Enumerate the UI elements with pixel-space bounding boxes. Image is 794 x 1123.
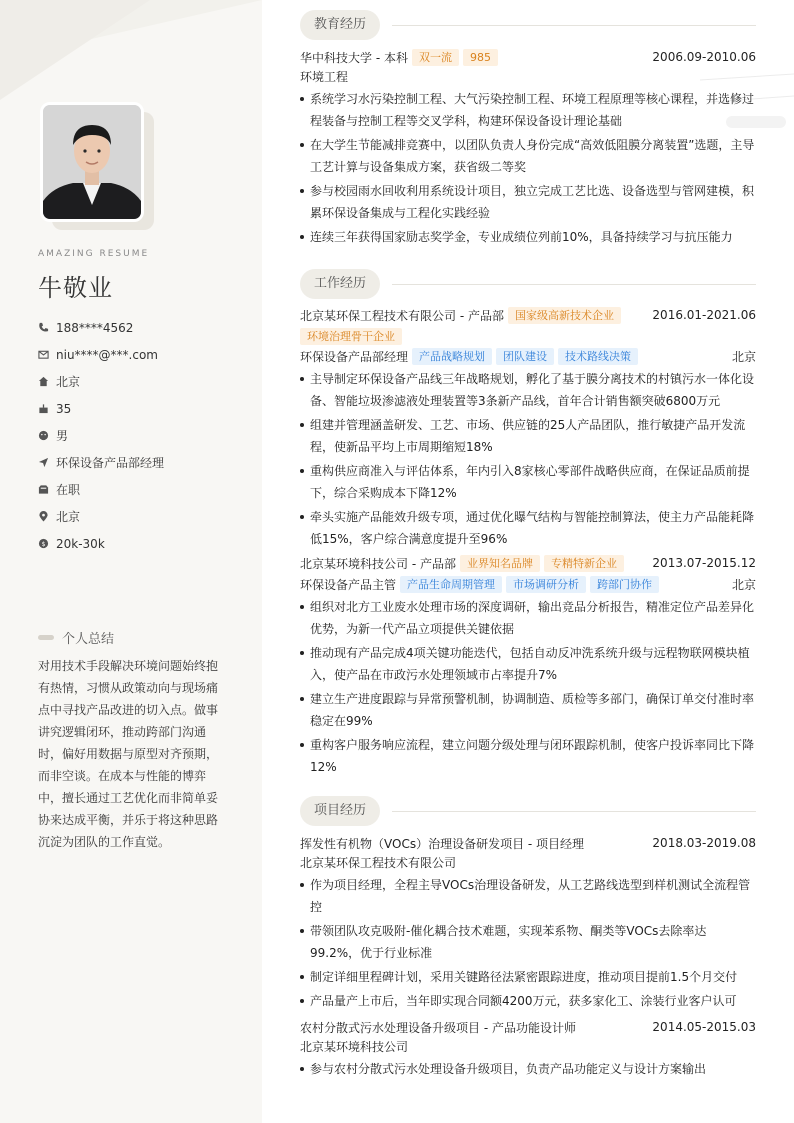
project-entry-2: [300, 1016, 756, 1080]
education-header-row: [300, 46, 756, 68]
send-icon: [38, 457, 56, 468]
location-pin-icon: [38, 511, 56, 522]
section-title: 教育经历: [300, 10, 380, 40]
info-phone: [38, 314, 248, 341]
mail-icon: [38, 349, 56, 360]
position-group: [300, 348, 638, 365]
info-text: niu****@***.com: [56, 347, 158, 362]
summary-bar-decoration: [38, 635, 54, 640]
cake-icon: [38, 403, 56, 414]
avatar-photo: [40, 102, 144, 222]
list-item: 推动现有产品完成4项关键功能迭代，包括自动反冲洗系统升级与远程物联网模块植入，使产品在市政污水处理领域市占率提升7%: [300, 642, 756, 686]
company-tag: 专精特新企业: [544, 555, 624, 572]
position-row: [300, 574, 756, 594]
section-divider: [392, 25, 756, 26]
project-bullets: [300, 874, 756, 1012]
work-header-row: [300, 552, 756, 574]
work-date: 2013.07-2015.12: [652, 556, 756, 570]
school-tag: 双一流: [412, 49, 459, 66]
avatar: [40, 102, 154, 230]
company-name: 北京某环境科技公司 - 产品部: [300, 556, 456, 571]
list-item: 参与农村分散式污水处理设备升级项目，负责产品功能定义与设计方案输出: [300, 1058, 756, 1080]
project-section-header: [300, 796, 756, 826]
section-divider: [392, 284, 756, 285]
position-title: 环保设备产品部经理: [300, 349, 409, 364]
summary-text: 对用技术手段解决环境问题始终抱有热情，习惯从政策动向与现场痛点中寻找产品改进的切入点。做事讲究逻辑闭环，推动跨部门沟通时，偏好用数据与原型对齐预期，而非空谈。在成本与性能的博弈中，擅长通过工艺优化而非简单妥协来达成平衡，并乐于将这种思路沉淀为团队的工作直觉。: [38, 659, 219, 849]
info-text: 188****4562: [56, 320, 134, 335]
education-date: 2006.09-2010.06: [652, 50, 756, 64]
list-item: 参与校园雨水回收利用系统设计项目，独立完成工艺比选、设备选型与管网建模，积累环保设备集成与工程化实践经验: [300, 180, 756, 224]
work-section-header: [300, 269, 756, 299]
education-bullets: [300, 88, 756, 248]
project-org: 北京某环保工程技术有限公司: [300, 856, 457, 870]
summary-header: [38, 628, 114, 647]
project-header-row: [300, 1016, 756, 1038]
skill-tag: 市场调研分析: [506, 576, 586, 593]
work-header-row: [300, 304, 756, 326]
info-gender: [38, 422, 248, 449]
skill-tag: 产品战略规划: [412, 348, 492, 365]
info-text: 在职: [56, 483, 81, 497]
position-title: 环保设备产品主管: [300, 577, 397, 592]
person-name: 牛敬业: [38, 274, 113, 302]
work-city: 北京: [731, 577, 756, 592]
svg-text:$: $: [41, 539, 46, 548]
list-item: 建立生产进度跟踪与异常预警机制，协调制造、质检等多部门，确保订单交付准时率稳定在99%: [300, 688, 756, 732]
position-group: [300, 576, 659, 593]
corner-decoration-inner: [0, 0, 150, 100]
position-row: [300, 346, 756, 366]
work-bullets: [300, 596, 756, 778]
major: 环境工程: [300, 70, 349, 84]
skill-tag: 技术路线决策: [558, 348, 638, 365]
summary-title: 个人总结: [62, 632, 115, 647]
project-bullets: [300, 1058, 756, 1080]
work-city: 北京: [731, 349, 756, 364]
info-email: [38, 341, 248, 368]
list-item: 主导制定环保设备产品线三年战略规划，孵化了基于膜分离技术的村镇污水一体化设备、智能垃圾渗滤液处理装置等3条新产品线，首年合计销售额突破6800万元: [300, 368, 756, 412]
project-date: 2014.05-2015.03: [652, 1020, 756, 1034]
info-text: 环保设备产品部经理: [56, 456, 165, 470]
sidebar: [0, 0, 262, 1123]
info-text: 北京: [56, 510, 81, 524]
work-title-group: [300, 555, 624, 572]
school-tag: 985: [463, 49, 498, 66]
info-text: 20k-30k: [56, 536, 105, 551]
skill-tag: 团队建设: [496, 348, 554, 365]
gender-icon: [38, 430, 56, 441]
project-header-row: [300, 832, 756, 854]
company-tag: 环境治理骨干企业: [300, 328, 402, 345]
company-tag-row: [300, 326, 756, 346]
company-tag: 国家级高新技术企业: [508, 307, 621, 324]
list-item: 牵头实施产品能效升级专项，通过优化曝气结构与智能控制算法，使主力产品能耗降低15%，客户综合满意度提升至96%: [300, 506, 756, 550]
section-divider: [392, 811, 756, 812]
info-status: [38, 476, 248, 503]
info-text: 北京: [56, 375, 81, 389]
salary-icon: [38, 538, 56, 549]
work-bullets: [300, 368, 756, 550]
work-title-group: [300, 307, 621, 324]
skill-tag: 跨部门协作: [590, 576, 659, 593]
info-position: [38, 449, 248, 476]
list-item: 产品量产上市后，当年即实现合同额4200万元，获多家化工、涂装行业客户认可: [300, 990, 756, 1012]
school-name: 华中科技大学 - 本科: [300, 50, 408, 65]
info-salary: [38, 530, 248, 557]
education-entry: [300, 46, 756, 248]
company-tag: 业界知名品牌: [460, 555, 540, 572]
contact-info-list: [38, 314, 248, 557]
info-location: [38, 503, 248, 530]
education-title-group: [300, 49, 498, 66]
info-age: [38, 395, 248, 422]
project-org: 北京某环境科技公司: [300, 1040, 409, 1054]
company-name: 北京某环保工程技术有限公司 - 产品部: [300, 308, 504, 323]
project-date: 2018.03-2019.08: [652, 836, 756, 850]
skill-tag: 产品生命周期管理: [400, 576, 502, 593]
section-title: 项目经历: [300, 796, 380, 826]
list-item: 作为项目经理，全程主导VOCs治理设备研发，从工艺路线选型到样机测试全流程管控: [300, 874, 756, 918]
section-title: 工作经历: [300, 269, 380, 299]
education-section-header: [300, 10, 756, 40]
list-item: 连续三年获得国家励志奖学金，专业成绩位列前10%，具备持续学习与抗压能力: [300, 226, 756, 248]
work-date: 2016.01-2021.06: [652, 308, 756, 322]
list-item: 重构客户服务响应流程，建立问题分级处理与闭环跟踪机制，使客户投诉率同比下降12%: [300, 734, 756, 778]
list-item: 系统学习水污染控制工程、大气污染控制工程、环境工程原理等核心课程，并选修过程装备与控制工程等交叉学科，构建环保设备设计理论基础: [300, 88, 756, 132]
info-text: 35: [56, 401, 72, 416]
info-text: 男: [56, 429, 69, 443]
list-item: 组建并管理涵盖研发、工艺、市场、供应链的25人产品团队，推行敏捷产品开发流程，使新品平均上市周期缩短18%: [300, 414, 756, 458]
phone-icon: [38, 322, 56, 333]
project-name: 挥发性有机物（VOCs）治理设备研发项目 - 项目经理: [300, 836, 585, 851]
list-item: 重构供应商准入与评估体系，年内引入8家核心零部件战略供应商，在保证品质前提下，综合采购成本下降12%: [300, 460, 756, 504]
brand-label: AMAZING RESUME: [38, 249, 150, 259]
list-item: 带领团队攻克吸附-催化耦合技术难题，实现苯系物、酮类等VOCs去除率达99.2%，优于行业标准: [300, 920, 756, 964]
info-home: [38, 368, 248, 395]
project-entry-1: [300, 832, 756, 1012]
list-item: 制定详细里程碑计划，采用关键路径法紧密跟踪进度，推动项目提前1.5个月交付: [300, 966, 756, 988]
list-item: 组织对北方工业废水处理市场的深度调研，输出竞品分析报告，精准定位产品差异化优势，为新一代产品立项提供关键依据: [300, 596, 756, 640]
list-item: 在大学生节能减排竞赛中，以团队负责人身份完成“高效低阻膜分离装置”选题，主导工艺计算与设备集成方案，获省级二等奖: [300, 134, 756, 178]
project-name: 农村分散式污水处理设备升级项目 - 产品功能设计师: [300, 1020, 576, 1035]
work-entry-1: [300, 304, 756, 550]
home-icon: [38, 376, 56, 387]
inbox-icon: [38, 484, 56, 495]
work-entry-2: [300, 552, 756, 778]
